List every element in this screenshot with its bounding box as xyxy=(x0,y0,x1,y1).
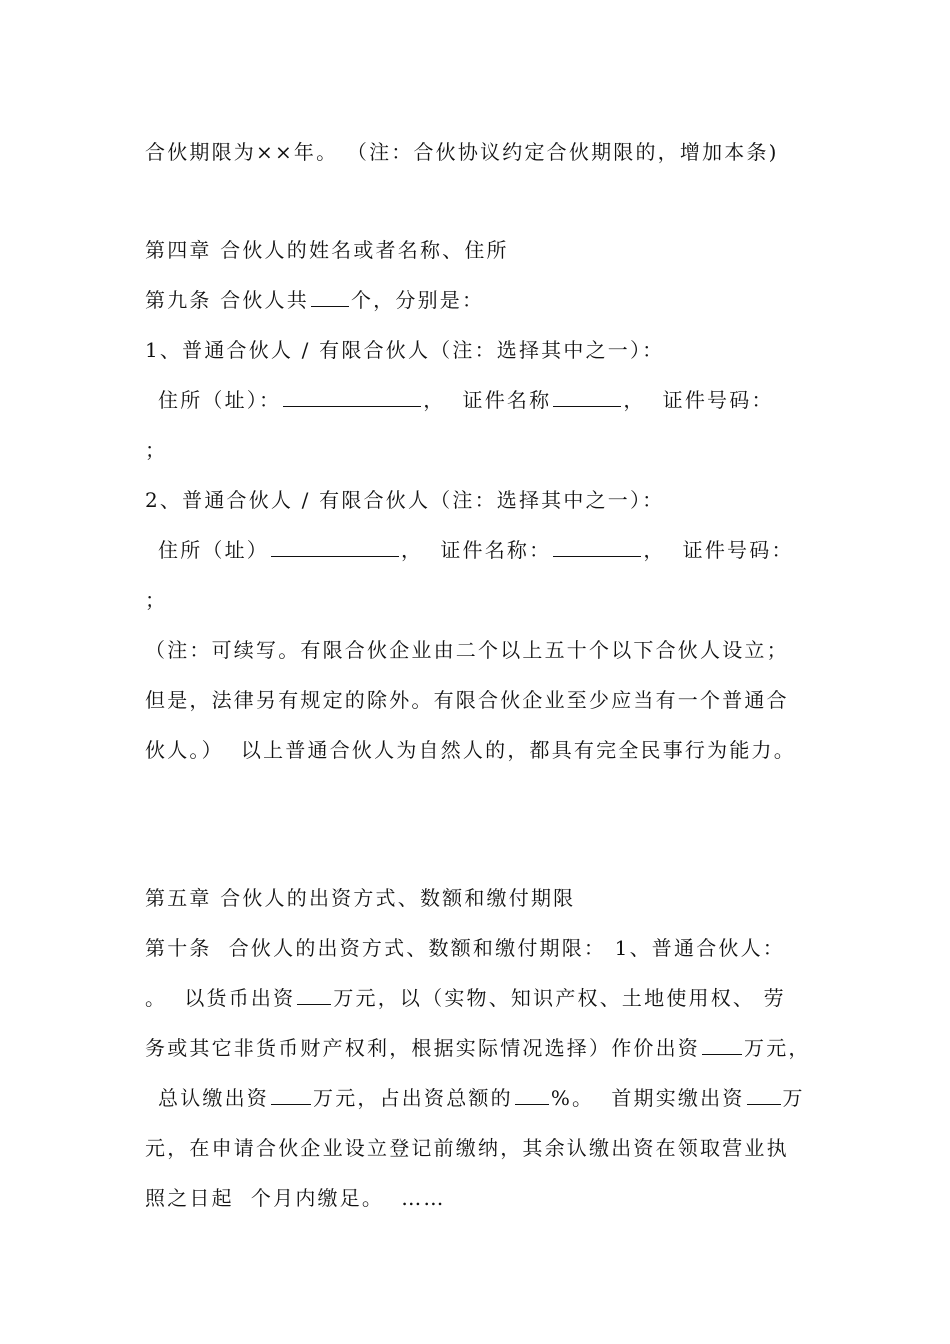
partner-2-address-label: 住所（址） xyxy=(158,538,269,562)
partner-1-cert-no-label: ， 证件号码： xyxy=(623,388,774,412)
note-line-2: 但是，法律另有规定的除外。有限合伙企业至少应当有一个普通合 xyxy=(145,688,789,712)
note-line-3: 伙人。） 以上普通合伙人为自然人的，都具有完全民事行为能力。 xyxy=(145,738,796,762)
cash-amount-blank[interactable] xyxy=(297,984,331,1005)
article-9 xyxy=(145,286,484,314)
partner-1-address-label: 住所（址）： xyxy=(158,388,282,412)
article-10: 第十条 合伙人的出资方式、数额和缴付期限： 1、普通合伙人： xyxy=(145,936,785,960)
contribution-text-c1: 总认缴出资 xyxy=(158,1086,269,1110)
contribution-text-b1: 务或其它非货币财产权利，根据实际情况选择）作价出资 xyxy=(145,1036,700,1060)
partner-2-cert-name-label: ， 证件名称： xyxy=(401,538,552,562)
contribution-text-a1: 。 以货币出资 xyxy=(145,986,296,1010)
article-9-text-b: 个，分别是： xyxy=(350,288,485,312)
inkind-amount-blank[interactable] xyxy=(702,1034,742,1055)
term-clause: 合伙期限为××年。 （注：合伙协议约定合伙期限的，增加本条) xyxy=(145,140,779,164)
contribution-text-a2: 万元，以（实物、知识产权、土地使用权、 劳 xyxy=(333,986,786,1010)
partner-2-address-blank[interactable] xyxy=(271,536,399,557)
partner-1-heading: 1、普通合伙人 / 有限合伙人（注：选择其中之一）： xyxy=(145,338,665,362)
partner-2-heading: 2、普通合伙人 / 有限合伙人（注：选择其中之一）： xyxy=(145,488,665,512)
first-payment-blank[interactable] xyxy=(747,1084,781,1105)
contribution-line-2 xyxy=(145,1034,811,1062)
note-line-1: （注：可续写。有限合伙企业由二个以上五十个以下合伙人设立； xyxy=(145,638,789,662)
partner-1-cert-name-blank[interactable] xyxy=(553,386,621,407)
total-subscribed-blank[interactable] xyxy=(271,1084,311,1105)
contribution-line-1 xyxy=(145,984,786,1012)
partner-1-address-blank[interactable] xyxy=(283,386,421,407)
contribution-line-4: 元，在申请合伙企业设立登记前缴纳，其余认缴出资在领取营业执 xyxy=(145,1136,789,1160)
partner-count-blank[interactable] xyxy=(311,286,349,307)
contribution-text-c2: 万元，占出资总额的 xyxy=(313,1086,513,1110)
partner-1-cert-name-label: ， 证件名称 xyxy=(423,388,552,412)
partner-1-details xyxy=(158,386,774,414)
percentage-blank[interactable] xyxy=(515,1084,549,1105)
contribution-text-c3: %。 首期实缴出资 xyxy=(550,1086,745,1110)
contribution-text-c4: 万 xyxy=(782,1086,805,1110)
semicolon-1: ； xyxy=(145,438,168,462)
semicolon-2: ； xyxy=(145,588,168,612)
contribution-line-5: 照之日起 个月内缴足。 …… xyxy=(145,1186,446,1210)
chapter-5-title: 第五章 合伙人的出资方式、数额和缴付期限 xyxy=(145,886,576,910)
contribution-text-b2: 万元， xyxy=(744,1036,811,1060)
chapter-4-title: 第四章 合伙人的姓名或者名称、住所 xyxy=(145,238,509,262)
partner-2-cert-no-label: ， 证件号码： xyxy=(643,538,794,562)
partner-2-cert-name-blank[interactable] xyxy=(553,536,641,557)
partner-2-details xyxy=(158,536,794,564)
contribution-line-3 xyxy=(158,1084,805,1112)
article-9-text-a: 第九条 合伙人共 xyxy=(145,288,309,312)
